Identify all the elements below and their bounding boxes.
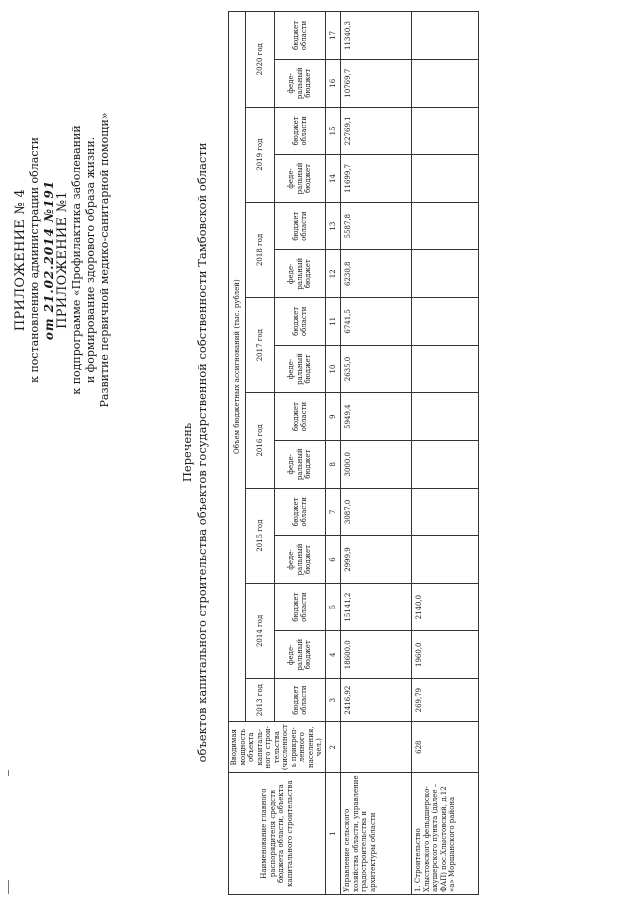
row-value: 1960,0 xyxy=(412,631,479,679)
row-value xyxy=(412,345,479,393)
row-value: 22769,1 xyxy=(341,107,412,155)
subprogram-line-1: к подпрограмме «Профилактика заболеваний xyxy=(70,125,83,395)
header-name-cell: Наименование главного распорядителя средств бюджета области, объекта капитального строительства xyxy=(229,773,326,895)
document-title xyxy=(180,0,210,905)
column-number: 11 xyxy=(326,298,341,346)
decree-label: к постановлению администрации области xyxy=(28,137,41,383)
appendix-header xyxy=(14,110,112,410)
row-value xyxy=(412,202,479,250)
year-2019: 2019 год xyxy=(246,107,275,202)
column-number: 12 xyxy=(326,250,341,298)
subheader-regional: бюджет области xyxy=(275,107,326,155)
subheader-regional: бюджет области xyxy=(275,202,326,250)
row-value: 2635,0 xyxy=(341,345,412,393)
column-number: 1 xyxy=(326,773,341,895)
column-number: 15 xyxy=(326,107,341,155)
row-value xyxy=(412,59,479,107)
row-value xyxy=(412,107,479,155)
row-value: 3087,0 xyxy=(341,488,412,536)
row-value xyxy=(412,12,479,60)
row-value: 5587,8 xyxy=(341,202,412,250)
year-2015: 2015 год xyxy=(246,488,275,583)
row-value: 10769,7 xyxy=(341,59,412,107)
row-value: 2999,9 xyxy=(341,536,412,584)
column-number: 17 xyxy=(326,12,341,60)
table-row xyxy=(412,12,479,895)
column-number: 9 xyxy=(326,393,341,441)
row-value xyxy=(412,488,479,536)
row-value xyxy=(412,440,479,488)
header-capacity-cell: Вводимая мощность объекта капиталь-ного строи-тельства (численность прикреп-ленного населения, чел.) xyxy=(229,722,326,773)
appendix-4-label: ПРИЛОЖЕНИЕ № 4 xyxy=(13,188,28,332)
year-2017: 2017 год xyxy=(246,298,275,393)
column-number: 13 xyxy=(326,202,341,250)
row-capacity: 628 xyxy=(412,722,479,773)
year-2013: 2013 год xyxy=(246,679,275,722)
subheader-federal: феде-ральный бюджет xyxy=(275,250,326,298)
column-number: 7 xyxy=(326,488,341,536)
column-number: 14 xyxy=(326,155,341,203)
header-volume-cell: Объем бюджетных ассигнований (тыс. рублей) xyxy=(229,12,246,722)
row-value: 3000,0 xyxy=(341,440,412,488)
row-value: 6741,5 xyxy=(341,298,412,346)
column-number-row xyxy=(326,12,341,895)
subprogram-line-3: Развитие первичной медико-санитарной помощи» xyxy=(98,112,111,408)
year-2020: 2020 год xyxy=(246,12,275,108)
subheader-regional: бюджет области xyxy=(275,12,326,60)
row-value: 5949,4 xyxy=(341,393,412,441)
column-number: 8 xyxy=(326,440,341,488)
subheader-regional: бюджет области xyxy=(275,583,326,631)
subheader-regional: бюджет области xyxy=(275,298,326,346)
row-value: 11340,3 xyxy=(341,12,412,60)
column-number: 3 xyxy=(326,679,341,722)
row-value: 6230,8 xyxy=(341,250,412,298)
row-value xyxy=(412,536,479,584)
subheader-regional: бюджет области xyxy=(275,488,326,536)
year-2014: 2014 год xyxy=(246,583,275,678)
row-value: 15141,2 xyxy=(341,583,412,631)
table-row xyxy=(341,12,412,895)
subheader-federal: феде-ральный бюджет xyxy=(275,440,326,488)
capital-construction-table xyxy=(228,11,479,895)
column-number: 16 xyxy=(326,59,341,107)
scan-speck xyxy=(8,770,9,776)
subheader-federal: феде-ральный бюджет xyxy=(275,536,326,584)
subprogram-line-2: и формирование здорового образа жизни. xyxy=(84,136,97,384)
row-capacity xyxy=(341,722,412,773)
row-value: 18600,0 xyxy=(341,631,412,679)
subheader-regional: бюджет области xyxy=(275,393,326,441)
column-number: 2 xyxy=(326,722,341,773)
title-line-1: Перечень xyxy=(180,422,194,483)
row-value: 11699,7 xyxy=(341,155,412,203)
column-number: 10 xyxy=(326,345,341,393)
row-value xyxy=(412,298,479,346)
row-value xyxy=(412,393,479,441)
row-value: 2140,0 xyxy=(412,583,479,631)
row-value: 2416,92 xyxy=(341,679,412,722)
handwritten-date-number: от 21.02.2014 №191 xyxy=(42,179,56,341)
row-name: 1. Строительство Хлыстовского фельдшерско-акушерского пункта (далее – ФАП) пос.Хлыстовский, д.12 «а» Моршанского района xyxy=(412,773,479,895)
column-number: 4 xyxy=(326,631,341,679)
title-line-2: объектов капитального строительства объектов государственной собственности Тамбовской области xyxy=(195,142,209,763)
row-value xyxy=(412,250,479,298)
row-name: Управление сельского хозяйства области, управление градостроительства и архитектуры области xyxy=(341,773,412,895)
scan-speck xyxy=(8,880,9,894)
subheader-federal: феде-ральный бюджет xyxy=(275,345,326,393)
subheader-regional: бюджет области xyxy=(275,679,326,722)
subheader-federal: феде-ральный бюджет xyxy=(275,631,326,679)
column-number: 6 xyxy=(326,536,341,584)
column-number: 5 xyxy=(326,583,341,631)
row-value xyxy=(412,155,479,203)
subheader-federal: феде-ральный бюджет xyxy=(275,155,326,203)
year-2018: 2018 год xyxy=(246,202,275,297)
row-value: 269,79 xyxy=(412,679,479,722)
appendix-1-label: ПРИЛОЖЕНИЕ №1 xyxy=(55,191,70,329)
subheader-federal: феде-ральный бюджет xyxy=(275,59,326,107)
year-2016: 2016 год xyxy=(246,393,275,488)
